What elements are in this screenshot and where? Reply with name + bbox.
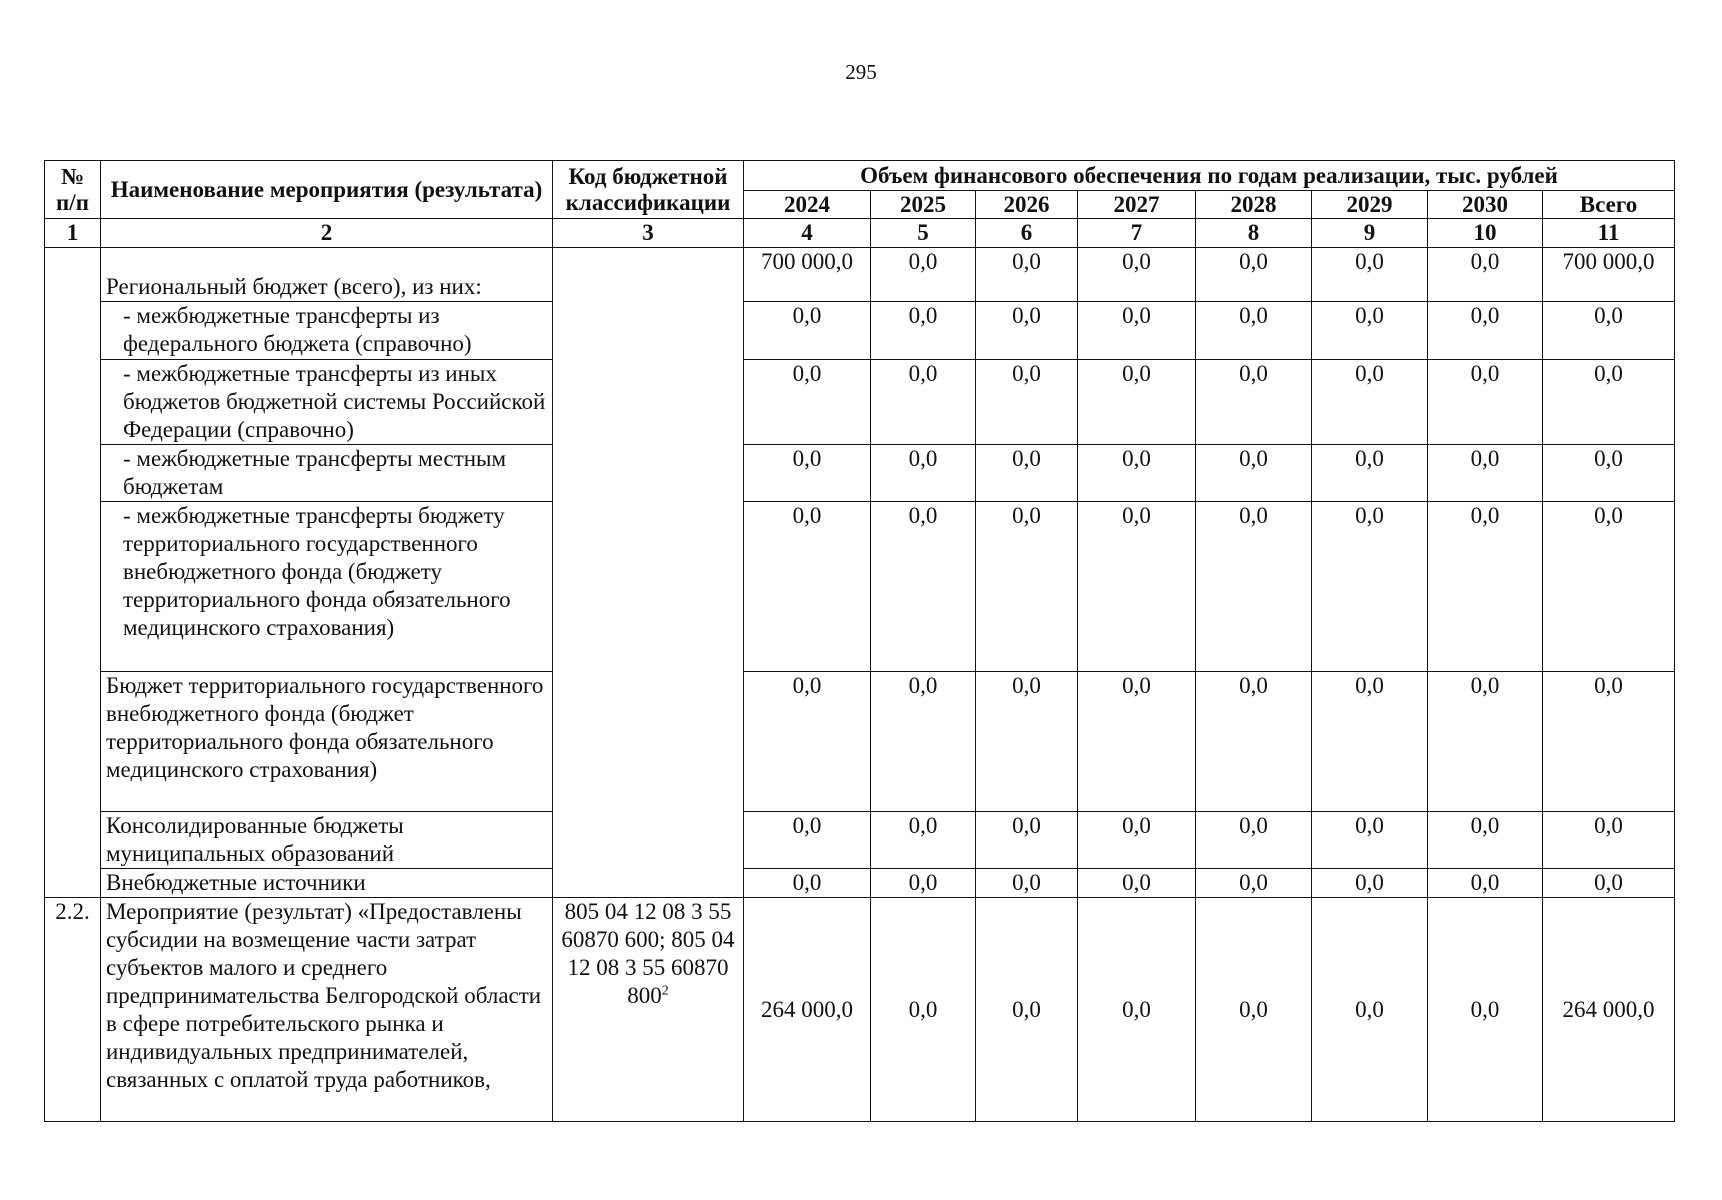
value-cell: 0,0 — [976, 898, 1078, 1122]
value-cell: 0,0 — [1312, 672, 1428, 812]
year-header: 2028 — [1196, 191, 1312, 219]
value-cell: 0,0 — [1312, 869, 1428, 898]
index-cell: 2 — [101, 219, 553, 248]
table-row — [45, 445, 1675, 502]
value-cell: 0,0 — [1543, 502, 1675, 672]
value-cell: 0,0 — [1078, 445, 1196, 502]
value-cell: 0,0 — [1428, 869, 1543, 898]
header-row-1 — [45, 161, 1675, 191]
value-cell: 700 000,0 — [744, 248, 871, 302]
table-row — [45, 869, 1675, 898]
page-number: 295 — [845, 60, 877, 84]
year-header: 2024 — [744, 191, 871, 219]
value-cell: 0,0 — [1543, 672, 1675, 812]
value-cell: 0,0 — [1196, 502, 1312, 672]
row-code-cell — [553, 248, 744, 898]
index-cell: 11 — [1543, 219, 1675, 248]
value-cell: 0,0 — [1312, 248, 1428, 302]
value-cell: 0,0 — [976, 445, 1078, 502]
value-cell: 0,0 — [1543, 812, 1675, 869]
header-col-code: Код бюджетной классификации — [553, 161, 744, 219]
year-header: 2027 — [1078, 191, 1196, 219]
value-cell: 0,0 — [1428, 302, 1543, 360]
index-cell: 3 — [553, 219, 744, 248]
value-cell: 0,0 — [1196, 898, 1312, 1122]
item-name: Мероприятие (результат) «Предоставлены субсидии на возмещение части затрат субъектов малого и среднего предпринимательства Белгородской области в сфере потребительского рынка и индивидуальных предпринимателей, связанных с оплатой труда работников, — [101, 898, 553, 1122]
value-cell: 0,0 — [1543, 302, 1675, 360]
item-row-2-2 — [45, 898, 1675, 1122]
item-number: 2.2. — [45, 898, 101, 1122]
table-row — [45, 248, 1675, 302]
table-row — [45, 502, 1675, 672]
value-cell: 0,0 — [976, 869, 1078, 898]
value-cell: 0,0 — [871, 360, 976, 445]
row-name: - межбюджетные трансферты бюджету территориального государственного внебюджетного фонда (бюджету территориального фонда обязательного медицинского страхования) — [101, 502, 553, 672]
index-cell: 8 — [1196, 219, 1312, 248]
table-row — [45, 812, 1675, 869]
index-cell: 7 — [1078, 219, 1196, 248]
value-cell: 0,0 — [744, 302, 871, 360]
value-cell: 0,0 — [1428, 360, 1543, 445]
index-cell: 9 — [1312, 219, 1428, 248]
value-cell: 0,0 — [1543, 445, 1675, 502]
row-name: - межбюджетные трансферты из иных бюджетов бюджетной системы Российской Федерации (справочно) — [101, 360, 553, 445]
value-cell: 0,0 — [1543, 869, 1675, 898]
index-cell: 5 — [871, 219, 976, 248]
row-no-cell — [45, 248, 101, 898]
value-cell: 0,0 — [1312, 445, 1428, 502]
row-name: Внебюджетные источники — [101, 869, 553, 898]
row-name: - межбюджетные трансферты из федерального бюджета (справочно) — [101, 302, 553, 360]
year-header: 2030 — [1428, 191, 1543, 219]
value-cell: 0,0 — [1428, 672, 1543, 812]
value-cell: 0,0 — [1196, 869, 1312, 898]
year-header: 2025 — [871, 191, 976, 219]
header-col-volume: Объем финансового обеспечения по годам реализации, тыс. рублей — [744, 161, 1675, 191]
value-cell: 0,0 — [976, 812, 1078, 869]
index-cell: 1 — [45, 219, 101, 248]
value-cell: 0,0 — [744, 869, 871, 898]
row-name: Региональный бюджет (всего), из них: — [101, 248, 553, 302]
budget-table — [44, 160, 1675, 1122]
value-cell: 0,0 — [744, 502, 871, 672]
value-cell: 0,0 — [744, 672, 871, 812]
header-col-name: Наименование мероприятия (результата) — [101, 161, 553, 219]
row-name: Консолидированные бюджеты муниципальных образований — [101, 812, 553, 869]
value-cell: 0,0 — [1078, 812, 1196, 869]
value-cell: 0,0 — [1078, 672, 1196, 812]
index-cell: 4 — [744, 219, 871, 248]
value-cell: 0,0 — [1312, 898, 1428, 1122]
year-header: 2029 — [1312, 191, 1428, 219]
value-cell: 0,0 — [871, 445, 976, 502]
value-cell: 264 000,0 — [1543, 898, 1675, 1122]
value-cell: 0,0 — [744, 445, 871, 502]
value-cell: 0,0 — [744, 812, 871, 869]
index-row — [45, 219, 1675, 248]
value-cell: 0,0 — [976, 672, 1078, 812]
year-header: 2026 — [976, 191, 1078, 219]
value-cell: 0,0 — [1196, 360, 1312, 445]
value-cell: 0,0 — [1196, 302, 1312, 360]
value-cell: 700 000,0 — [1543, 248, 1675, 302]
value-cell: 0,0 — [1312, 302, 1428, 360]
value-cell: 0,0 — [871, 672, 976, 812]
value-cell: 0,0 — [976, 302, 1078, 360]
item-code-footnote: 2 — [661, 983, 669, 999]
value-cell: 0,0 — [871, 869, 976, 898]
value-cell: 0,0 — [1078, 869, 1196, 898]
value-cell: 0,0 — [1196, 812, 1312, 869]
value-cell: 0,0 — [976, 502, 1078, 672]
index-cell: 6 — [976, 219, 1078, 248]
value-cell: 0,0 — [871, 248, 976, 302]
value-cell: 0,0 — [1078, 502, 1196, 672]
item-code-cell — [553, 898, 744, 1122]
header-col-no: № п/п — [45, 161, 101, 219]
value-cell: 0,0 — [1196, 445, 1312, 502]
value-cell: 0,0 — [1428, 445, 1543, 502]
value-cell: 0,0 — [871, 502, 976, 672]
table-row — [45, 672, 1675, 812]
value-cell: 0,0 — [1078, 248, 1196, 302]
index-cell: 10 — [1428, 219, 1543, 248]
total-header: Всего — [1543, 191, 1675, 219]
row-name: Бюджет территориального государственного внебюджетного фонда (бюджет территориального фонда обязательного медицинского страхования) — [101, 672, 553, 812]
value-cell: 0,0 — [1312, 360, 1428, 445]
value-cell: 0,0 — [1543, 360, 1675, 445]
value-cell: 0,0 — [1428, 248, 1543, 302]
table-row — [45, 360, 1675, 445]
value-cell: 0,0 — [1312, 812, 1428, 869]
value-cell: 0,0 — [744, 360, 871, 445]
item-code: 805 04 12 08 3 55 60870 600; 805 04 12 08 3 55 60870 800 — [561, 899, 735, 1008]
value-cell: 0,0 — [1196, 248, 1312, 302]
value-cell: 0,0 — [1312, 502, 1428, 672]
value-cell: 0,0 — [976, 360, 1078, 445]
value-cell: 0,0 — [976, 248, 1078, 302]
value-cell: 0,0 — [1078, 360, 1196, 445]
table-row — [45, 302, 1675, 360]
value-cell: 0,0 — [1078, 302, 1196, 360]
row-name: - межбюджетные трансферты местным бюджетам — [101, 445, 553, 502]
value-cell: 0,0 — [1078, 898, 1196, 1122]
value-cell: 0,0 — [1428, 898, 1543, 1122]
value-cell: 0,0 — [871, 898, 976, 1122]
value-cell: 0,0 — [1428, 812, 1543, 869]
value-cell: 264 000,0 — [744, 898, 871, 1122]
value-cell: 0,0 — [1428, 502, 1543, 672]
value-cell: 0,0 — [1196, 672, 1312, 812]
value-cell: 0,0 — [871, 302, 976, 360]
value-cell: 0,0 — [871, 812, 976, 869]
